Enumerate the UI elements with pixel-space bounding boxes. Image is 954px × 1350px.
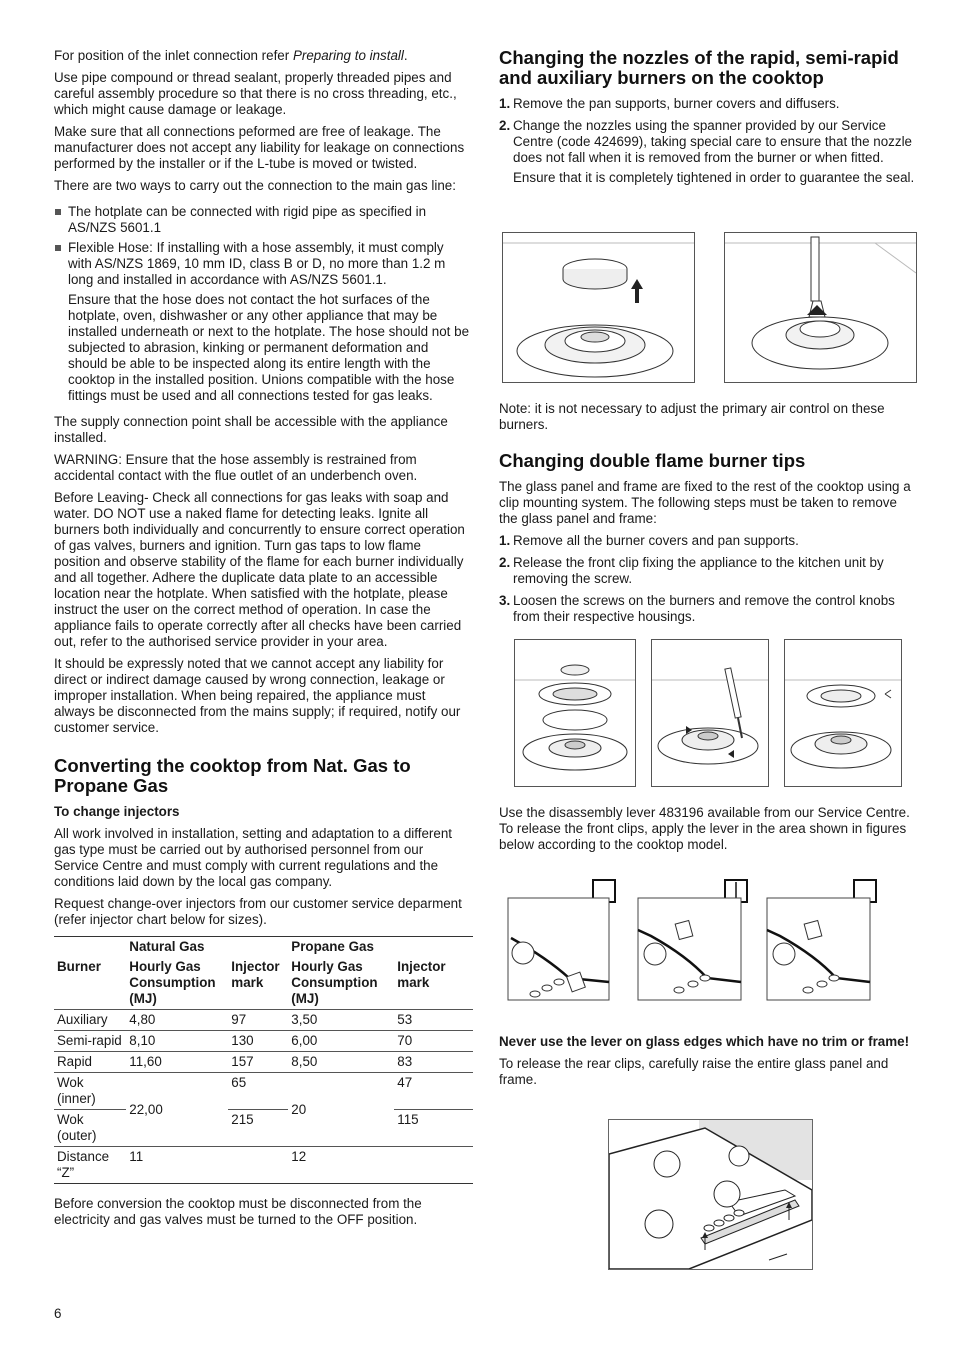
bullet-flexible-hose: Flexible Hose: If installing with a hose assembly, it must comply with AS/NZS 1869, 10 mm ID, class B or D, no more than 1.2 m long and installed in accordance with AS/NZS 5601.1. [54,240,470,288]
right-column-top [499,48,917,192]
clip-figure-3 [766,878,880,1002]
clip-figure-1-illustration [507,878,619,1002]
lp-mark-header: Injector mark [397,959,446,990]
before-conversion-paragraph: Before conversion the cooktop must be disconnected from the electricity and gas valves must be turned to the OFF position. [54,1196,422,1227]
table-row: Distance “Z” 11 12 [54,1147,473,1184]
double-step-2: 2. Release the front clip fixing the appliance to the kitchen unit by removing the screw. [499,555,884,586]
rear-clips-paragraph: To release the rear clips, carefully raise the entire glass panel and frame. [499,1056,889,1087]
before-leaving-paragraph: Before Leaving- Check all connections for gas leaks with soap and water. DO NOT use a naked flame for detecting leaks. Ignite all burners both individually and concurrently to ensure correct operation of gas valves, burners and ignition. Turn gas taps to low flame position and observe stability of the flame for each burner individually and all together. Adhere the duplicate data plate to an accessible location near the hotplate. When satisfied with the hotplate, please instruct the user on the correct method of operation. In case the appliance fails to operate correctly after all checks have been carried out, refer to the authorised service provider in your area. [54,490,465,649]
inlet-paragraph: For position of the inlet connection refer Preparing to install. [54,48,408,63]
clip-system-paragraph: The glass panel and frame are fixed to the rest of the cooktop using a clip mounting system. The following steps must be taken to remove the glass panel and frame: [499,479,911,526]
wok-removed-figure [784,639,902,787]
burner-cover-illustration [503,233,694,382]
bullet-rigid-pipe: The hotplate can be connected with rigid pipe as specified in AS/NZS 5601.1 [54,204,470,236]
hose-contact-paragraph: Ensure that the hose does not contact the hot surfaces of the hotplate, oven, dishwasher or any other appliance that may be installed underneath or next to the hotplate. The hose should not be subjected to abrasion, kinking or permanent deformation and should be able to be inspected along its entire length with the cooktop in the installed position. Unions compatible with the hose fittings must be used and all connections tested for gas leaks. [68,292,470,403]
wok-exploded-figure [514,639,636,787]
right-column-lever [499,805,917,859]
nozzle-step-1: 1. Remove the pan supports, burner covers and diffusers. [499,96,840,111]
table-row: Wok (inner) 22,00 65 20 47 [54,1073,473,1110]
two-ways-paragraph: There are two ways to carry out the connection to the main gas line: [54,178,456,193]
double-step-1: 1. Remove all the burner covers and pan supports. [499,533,799,548]
clip-figure-2-illustration [637,878,751,1002]
double-step-3: 3. Loosen the screws on the burners and remove the control knobs from their respective housings. [499,593,895,624]
spanner-illustration [725,233,916,382]
lp-hourly-header: Hourly Gas Consumption (MJ) [291,959,378,1006]
leakage-paragraph: Make sure that all connections peformed are free of leakage. The manufacturer does not accept any liability for leakage on connections performed by the installer or if the L-tube is moved or twisted. [54,124,465,171]
liability-paragraph: It should be expressly noted that we cannot accept any liability for direct or indirect damage caused by wrong connection, leakage or improper installation. When being repaired, the appliance must always be disconnected from the mains supply; if required, notify our customer service. [54,656,461,735]
table-row: Rapid 11,60 157 8,50 83 [54,1052,473,1073]
request-injectors-paragraph: Request change-over injectors from our customer service deparment (refer injector chart below for sizes). [54,896,462,927]
table-row: Auxiliary 4,80 97 3,50 53 [54,1010,473,1031]
wok-screw-figure [651,639,769,787]
table-row: Semi-rapid 8,10 130 6,00 70 [54,1031,473,1052]
wok-removed-illustration [785,640,901,786]
warning-paragraph: WARNING: Ensure that the hose assembly is restrained from accidental contact with the flue outlet of an underbench oven. [54,452,418,483]
page-number: 6 [54,1306,62,1321]
change-injectors-heading: To change injectors [54,804,180,819]
disassembly-lever-paragraph: Use the disassembly lever 483196 available from our Service Centre. To release the front clips, apply the lever in the area shown in figures below according to the cooktop model. [499,805,910,852]
wok-exploded-illustration [515,640,635,786]
ng-mark-header: Injector mark [231,959,280,990]
clip-figure-3-illustration [766,878,880,1002]
glass-panel-illustration [609,1120,812,1269]
right-column-middle [499,401,917,631]
clip-figure-1 [507,878,619,1002]
glass-panel-figure [608,1119,813,1270]
authorised-personnel-paragraph: All work involved in installation, setting and adaptation to a different gas type must be carried out by authorised personnel from our Service Centre and must comply with current regulations and the conditions laid down by the local gas company. [54,826,452,889]
lever-warning: Never use the lever on glass edges which have no trim or frame! [499,1034,910,1049]
convert-heading: Converting the cooktop from Nat. Gas to Propane Gas [54,755,411,796]
ng-hourly-header: Hourly Gas Consumption (MJ) [129,959,216,1006]
nozzles-heading: Changing the nozzles of the rapid, semi-rapid and auxiliary burners on the cooktop [499,47,899,88]
spanner-figure [724,232,917,383]
primary-air-note: Note: it is not necessary to adjust the primary air control on these burners. [499,401,885,432]
propane-gas-header: Propane Gas [291,939,374,954]
burner-cover-figure [502,232,695,383]
nozzle-step-2: 2. Change the nozzles using the spanner provided by our Service Centre (code 424699), taking special care to ensure that the nozzle does not fall when it is removed from the burner or when fitted. [499,118,912,165]
burner-header: Burner [57,959,101,974]
natural-gas-header: Natural Gas [129,939,205,954]
clip-figure-2 [637,878,751,1002]
wok-screw-illustration [652,640,768,786]
supply-point-paragraph: The supply connection point shall be accessible with the appliance installed. [54,414,448,445]
right-column-bottom [499,1034,917,1094]
left-column [54,48,470,1234]
tighten-paragraph: Ensure that it is completely tightened in order to guarantee the seal. [513,170,915,185]
double-flame-heading: Changing double flame burner tips [499,450,806,471]
sealant-paragraph: Use pipe compound or thread sealant, properly threaded pipes and careful assembly procedure so that there is no cross threading, etc., which might cause damage or leakage. [54,70,457,117]
table-row: Wok (outer) 215 115 [54,1110,473,1147]
injector-table [54,936,473,1184]
